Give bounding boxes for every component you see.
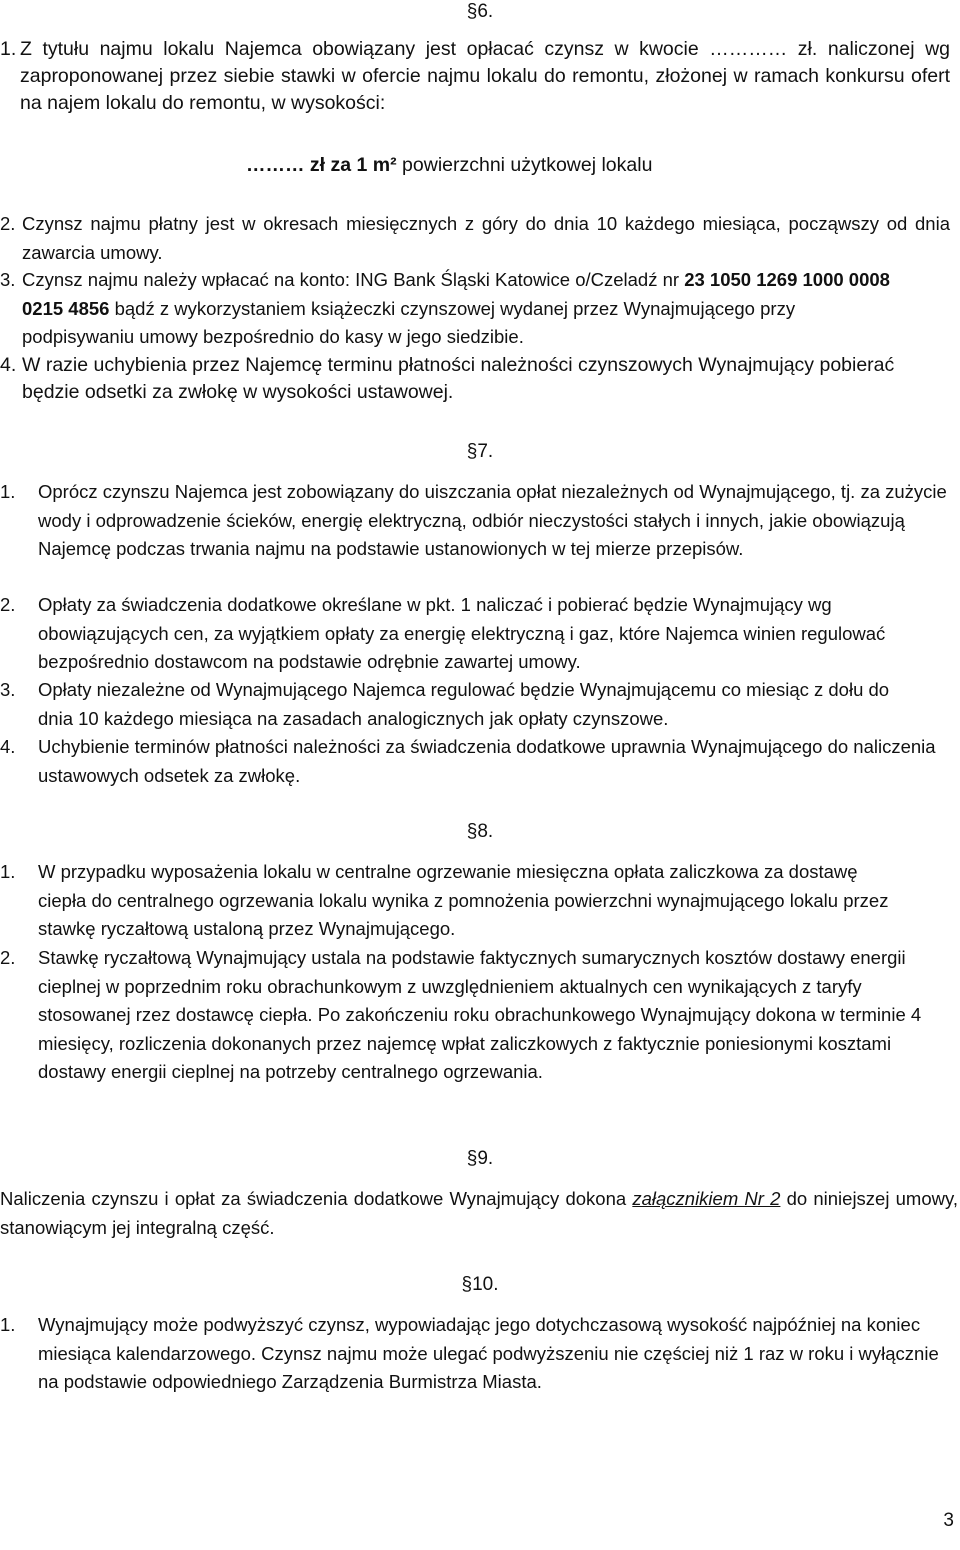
item-number: 3. (0, 269, 16, 290)
rate-text: powierzchni użytkowej lokalu (396, 154, 653, 176)
paragraph-text: Wynajmujący może podwyższyć czynsz, wypowiadając jego dotychczasową wysokość najpóźniej na koniec miesiąca kalendarzowego. Czynsz najmu może ulegać podwyższeniu nie częściej niż 1 raz w roku i wyłącznie na podstawie odpowiedniego Zarządzenia Burmistrza Miasta. (38, 1314, 939, 1392)
item-number: 1. (0, 481, 16, 502)
text-part: do niniejszej umowy, stanowiącym jej integralną część. (0, 1188, 958, 1238)
paragraph-text: W razie uchybienia przez Najemcę terminu płatności należności czynszowych Wynajmujący pobierać będzie odsetki za zwłokę w wysokości ustawowej. (22, 354, 895, 403)
item-number: 2. (0, 213, 16, 234)
paragraph-text: Opłaty niezależne od Wynajmującego Najemca regulować będzie Wynajmującemu co miesiąc z dołu do dnia 10 każdego miesiąca na zasadach analogicznych jak opłaty czynszowe. (38, 679, 890, 729)
item-number: 4. (0, 354, 17, 376)
section-heading-6: §6. (466, 1, 494, 22)
paragraph-text: Stawkę ryczałtową Wynajmujący ustala na podstawie faktycznych sumarycznych kosztów dostawy energii cieplnej w poprzednim roku obrachunkowym z uwzględnieniem aktualnych cen wynikających z taryfy stosowanej rzez dostawcę ciepła. Po zakończeniu roku obrachunkowego Wynajmujący dokona w terminie 4 miesięcy, rozliczenia dokonanych przez najemcę wpłat zaliczkowych z faktycznie poniesionymi kosztami dostawy energii cieplnej na potrzeby centralnego ogrzewania. (38, 947, 922, 1082)
paragraph-text (22, 266, 902, 352)
item-number: 4. (0, 736, 16, 757)
item-number: 2. (0, 594, 16, 615)
paragraph-text: Czynsz najmu płatny jest w okresach miesięcznych z góry do dnia 10 każdego miesiąca, począwszy od dnia zawarcia umowy. (22, 213, 950, 263)
section-heading-10: §10. (461, 1274, 499, 1295)
text-part: Czynsz najmu należy wpłacać na konto: ING Bank Śląski Katowice o/Czeladź nr (22, 269, 685, 290)
paragraph-text: Oprócz czynszu Najemca jest zobowiązany do uiszczania opłat niezależnych od Wynajmującego, tj. za zużycie wody i odprowadzenie ścieków, energię elektryczną, odbiór nieczystości stałych i innych, jakie obowiązują Najemcę podczas trwania najmu na podstawie ustanowionych w tej mierze przepisów. (38, 481, 947, 559)
section-heading-7: §7. (466, 441, 494, 462)
text-part: Naliczenia czynszu i opłat za świadczenia dodatkowe Wynajmujący dokona (0, 1188, 633, 1209)
section-heading-9: §9. (466, 1148, 494, 1169)
paragraph-text: W przypadku wyposażenia lokalu w centralne ogrzewanie miesięczna opłata zaliczkowa za dostawę ciepła do centralnego ogrzewania lokalu wynika z pomnożenia powierzchni wynajmującego lokalu przez stawkę ryczałtową ustaloną przez Wynajmującego. (38, 861, 889, 939)
item-number: 2. (0, 947, 16, 968)
section-heading-8: §8. (466, 821, 494, 842)
text-part: bądź z wykorzystaniem książeczki czynszowej wydanej przez Wynajmującego przy podpisywaniu umowy bezpośrednio do kasy w jego siedzibie. (22, 297, 796, 347)
s9-paragraph (0, 1185, 958, 1242)
item-number: 1. (0, 1314, 16, 1335)
item-number: 1. (0, 861, 16, 882)
bank-account-number: 23 1050 1269 1000 0008 0215 4856 (22, 269, 890, 319)
page-number: 3 (943, 1510, 954, 1531)
rate-amount: ……… zł za 1 m² (246, 154, 397, 176)
item-number: 1. (0, 38, 17, 60)
paragraph-text: Uchybienie terminów płatności należności za świadczenia dodatkowe uprawnia Wynajmującego do naliczenia ustawowych odsetek za zwłokę. (38, 736, 936, 786)
paragraph-text: Z tytułu najmu lokalu Najemca obowiązany jest opłacać czynsz w kwocie ………… zł. naliczonej wg zaproponowanej przez siebie stawki w ofercie najmu lokalu do remontu, złożonej w ramach konkursu ofert na najem lokalu do remontu, w wysokości: (20, 38, 950, 114)
paragraph-text: Opłaty za świadczenia dodatkowe określane w pkt. 1 naliczać i pobierać będzie Wynajmujący wg obowiązujących cen, za wyjątkiem opłaty za energię elektryczną i gaz, które Najemca winien regulować bezpośrednio dostawcom na podstawie odrębnie zawartej umowy. (38, 594, 886, 672)
item-number: 3. (0, 679, 16, 700)
attachment-reference: załącznikiem Nr 2 (632, 1188, 781, 1209)
rate-line (246, 152, 652, 179)
